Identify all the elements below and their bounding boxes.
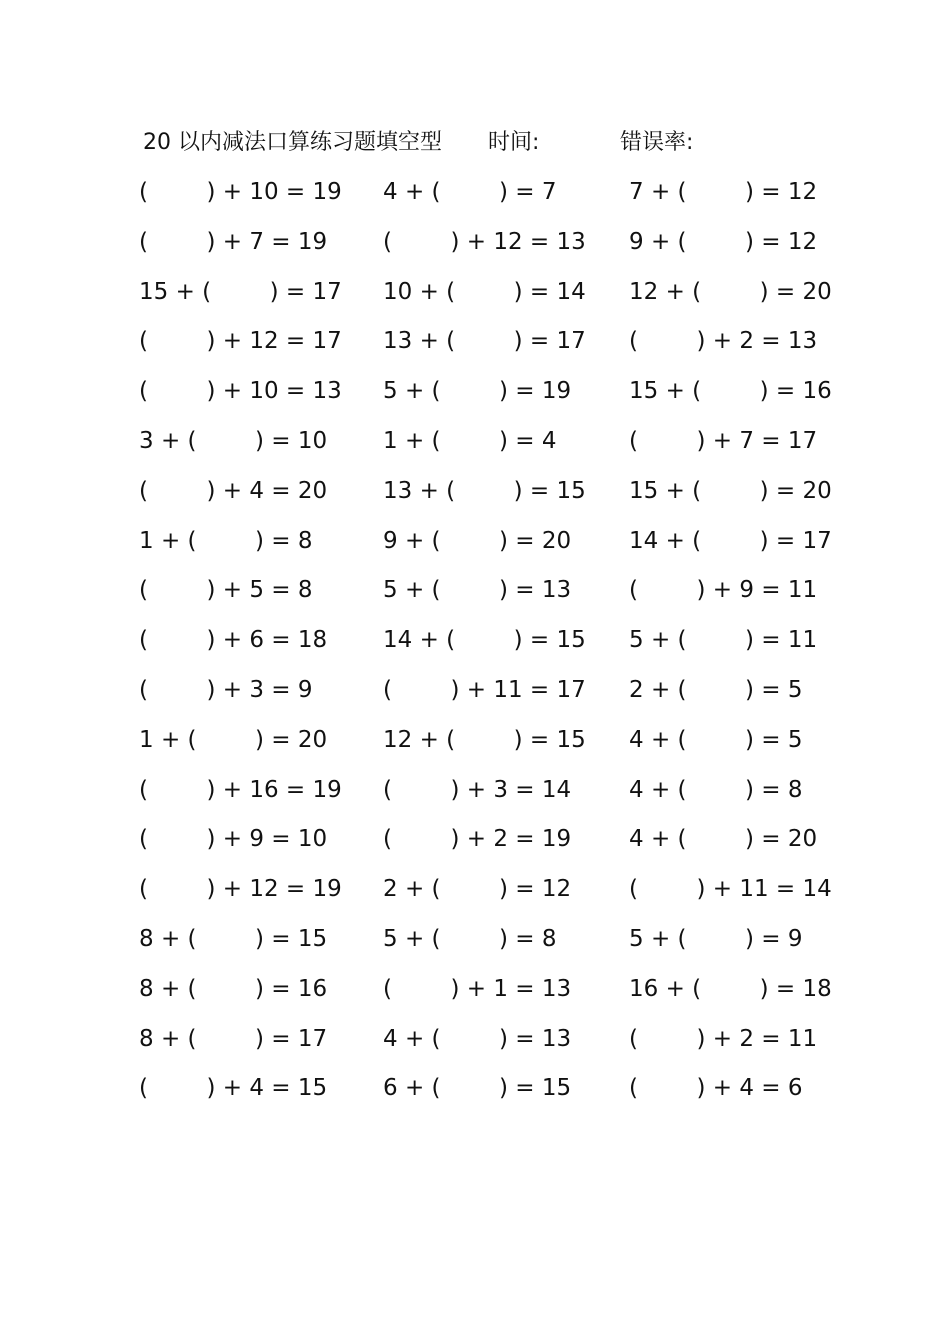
problem-cell: 1 + ( ) = 4	[383, 427, 557, 454]
problem-row	[139, 174, 823, 224]
problem-row	[139, 572, 823, 622]
problem-cell: 13 + ( ) = 15	[383, 477, 586, 504]
problem-cell: 15 + ( ) = 17	[139, 278, 342, 305]
problem-row	[139, 871, 832, 921]
problem-cell: 1 + ( ) = 20	[139, 726, 328, 753]
problem-row	[139, 323, 823, 373]
time-label: 时间:	[488, 130, 540, 155]
problem-cell: 8 + ( ) = 17	[139, 1025, 328, 1052]
problem-grid	[139, 174, 832, 1120]
problem-row	[139, 921, 823, 971]
problem-cell: ( ) + 3 = 9	[139, 676, 313, 703]
problem-cell: 9 + ( ) = 20	[383, 527, 572, 554]
problem-cell: 14 + ( ) = 17	[629, 527, 832, 554]
problem-cell: ( ) + 4 = 15	[139, 1075, 328, 1102]
problem-cell: ( ) + 7 = 19	[139, 228, 328, 255]
problem-cell: 12 + ( ) = 15	[383, 726, 586, 753]
problem-cell: 2 + ( ) = 12	[383, 876, 572, 903]
problem-row	[139, 722, 823, 772]
problem-row	[139, 473, 832, 523]
problem-cell: 15 + ( ) = 16	[629, 378, 832, 405]
problem-cell: 12 + ( ) = 20	[629, 278, 832, 305]
problem-row	[139, 523, 832, 573]
problem-cell: ( ) + 6 = 18	[139, 627, 328, 654]
problem-cell: 7 + ( ) = 12	[629, 179, 818, 205]
problem-cell: 5 + ( ) = 19	[383, 378, 572, 405]
problem-cell: 8 + ( ) = 16	[139, 975, 328, 1002]
problem-cell: ( ) + 4 = 6	[629, 1075, 803, 1102]
problem-cell: ( ) + 2 = 11	[629, 1025, 818, 1052]
problem-cell: 6 + ( ) = 15	[383, 1075, 572, 1102]
problem-row	[139, 772, 823, 822]
problem-cell: ( ) + 10 = 19	[139, 179, 342, 205]
problem-cell: 13 + ( ) = 17	[383, 328, 586, 355]
problem-cell: ( ) + 9 = 11	[629, 577, 818, 604]
problem-cell: 4 + ( ) = 13	[383, 1025, 572, 1052]
problem-cell: ( ) + 11 = 17	[383, 676, 586, 703]
problem-cell: ( ) + 12 = 13	[383, 228, 586, 255]
problem-cell: 4 + ( ) = 7	[383, 179, 557, 205]
worksheet-header	[143, 126, 863, 160]
problem-cell: ( ) + 7 = 17	[629, 427, 818, 454]
problem-cell: ( ) + 2 = 13	[629, 328, 818, 355]
problem-row	[139, 1021, 823, 1071]
problem-row	[139, 1070, 823, 1120]
problem-cell: 8 + ( ) = 15	[139, 925, 328, 952]
problem-cell: ( ) + 5 = 8	[139, 577, 313, 604]
problem-row	[139, 274, 832, 324]
problem-cell: ( ) + 4 = 20	[139, 477, 328, 504]
problem-row	[139, 622, 823, 672]
problem-cell: ( ) + 1 = 13	[383, 975, 572, 1002]
problem-row	[139, 672, 823, 722]
problem-cell: ( ) + 12 = 19	[139, 876, 342, 903]
problem-cell: ( ) + 2 = 19	[383, 826, 572, 853]
problem-row	[139, 224, 823, 274]
problem-row	[139, 821, 823, 871]
problem-cell: ( ) + 16 = 19	[139, 776, 342, 803]
problem-cell: ( ) + 9 = 10	[139, 826, 328, 853]
problem-cell: 5 + ( ) = 8	[383, 925, 557, 952]
problem-cell: 5 + ( ) = 13	[383, 577, 572, 604]
problem-cell: ( ) + 12 = 17	[139, 328, 342, 355]
problem-cell: 3 + ( ) = 10	[139, 427, 328, 454]
problem-cell: 5 + ( ) = 9	[629, 925, 803, 952]
problem-row	[139, 373, 832, 423]
problem-cell: ( ) + 3 = 14	[383, 776, 572, 803]
problem-row	[139, 423, 823, 473]
problem-cell: 4 + ( ) = 5	[629, 726, 803, 753]
problem-cell: ( ) + 11 = 14	[629, 876, 832, 903]
problem-cell: 15 + ( ) = 20	[629, 477, 832, 504]
problem-cell: 16 + ( ) = 18	[629, 975, 832, 1002]
problem-cell: 4 + ( ) = 8	[629, 776, 803, 803]
problem-cell: 10 + ( ) = 14	[383, 278, 586, 305]
problem-cell: 14 + ( ) = 15	[383, 627, 586, 654]
problem-cell: 5 + ( ) = 11	[629, 627, 818, 654]
problem-cell: 2 + ( ) = 5	[629, 676, 803, 703]
problem-cell: 9 + ( ) = 12	[629, 228, 818, 255]
problem-cell: ( ) + 10 = 13	[139, 378, 342, 405]
problem-row	[139, 971, 832, 1021]
error-rate-label: 错误率:	[620, 130, 694, 155]
worksheet-title: 20 以内减法口算练习题填空型	[143, 130, 442, 155]
problem-cell: 4 + ( ) = 20	[629, 826, 818, 853]
problem-cell: 1 + ( ) = 8	[139, 527, 313, 554]
